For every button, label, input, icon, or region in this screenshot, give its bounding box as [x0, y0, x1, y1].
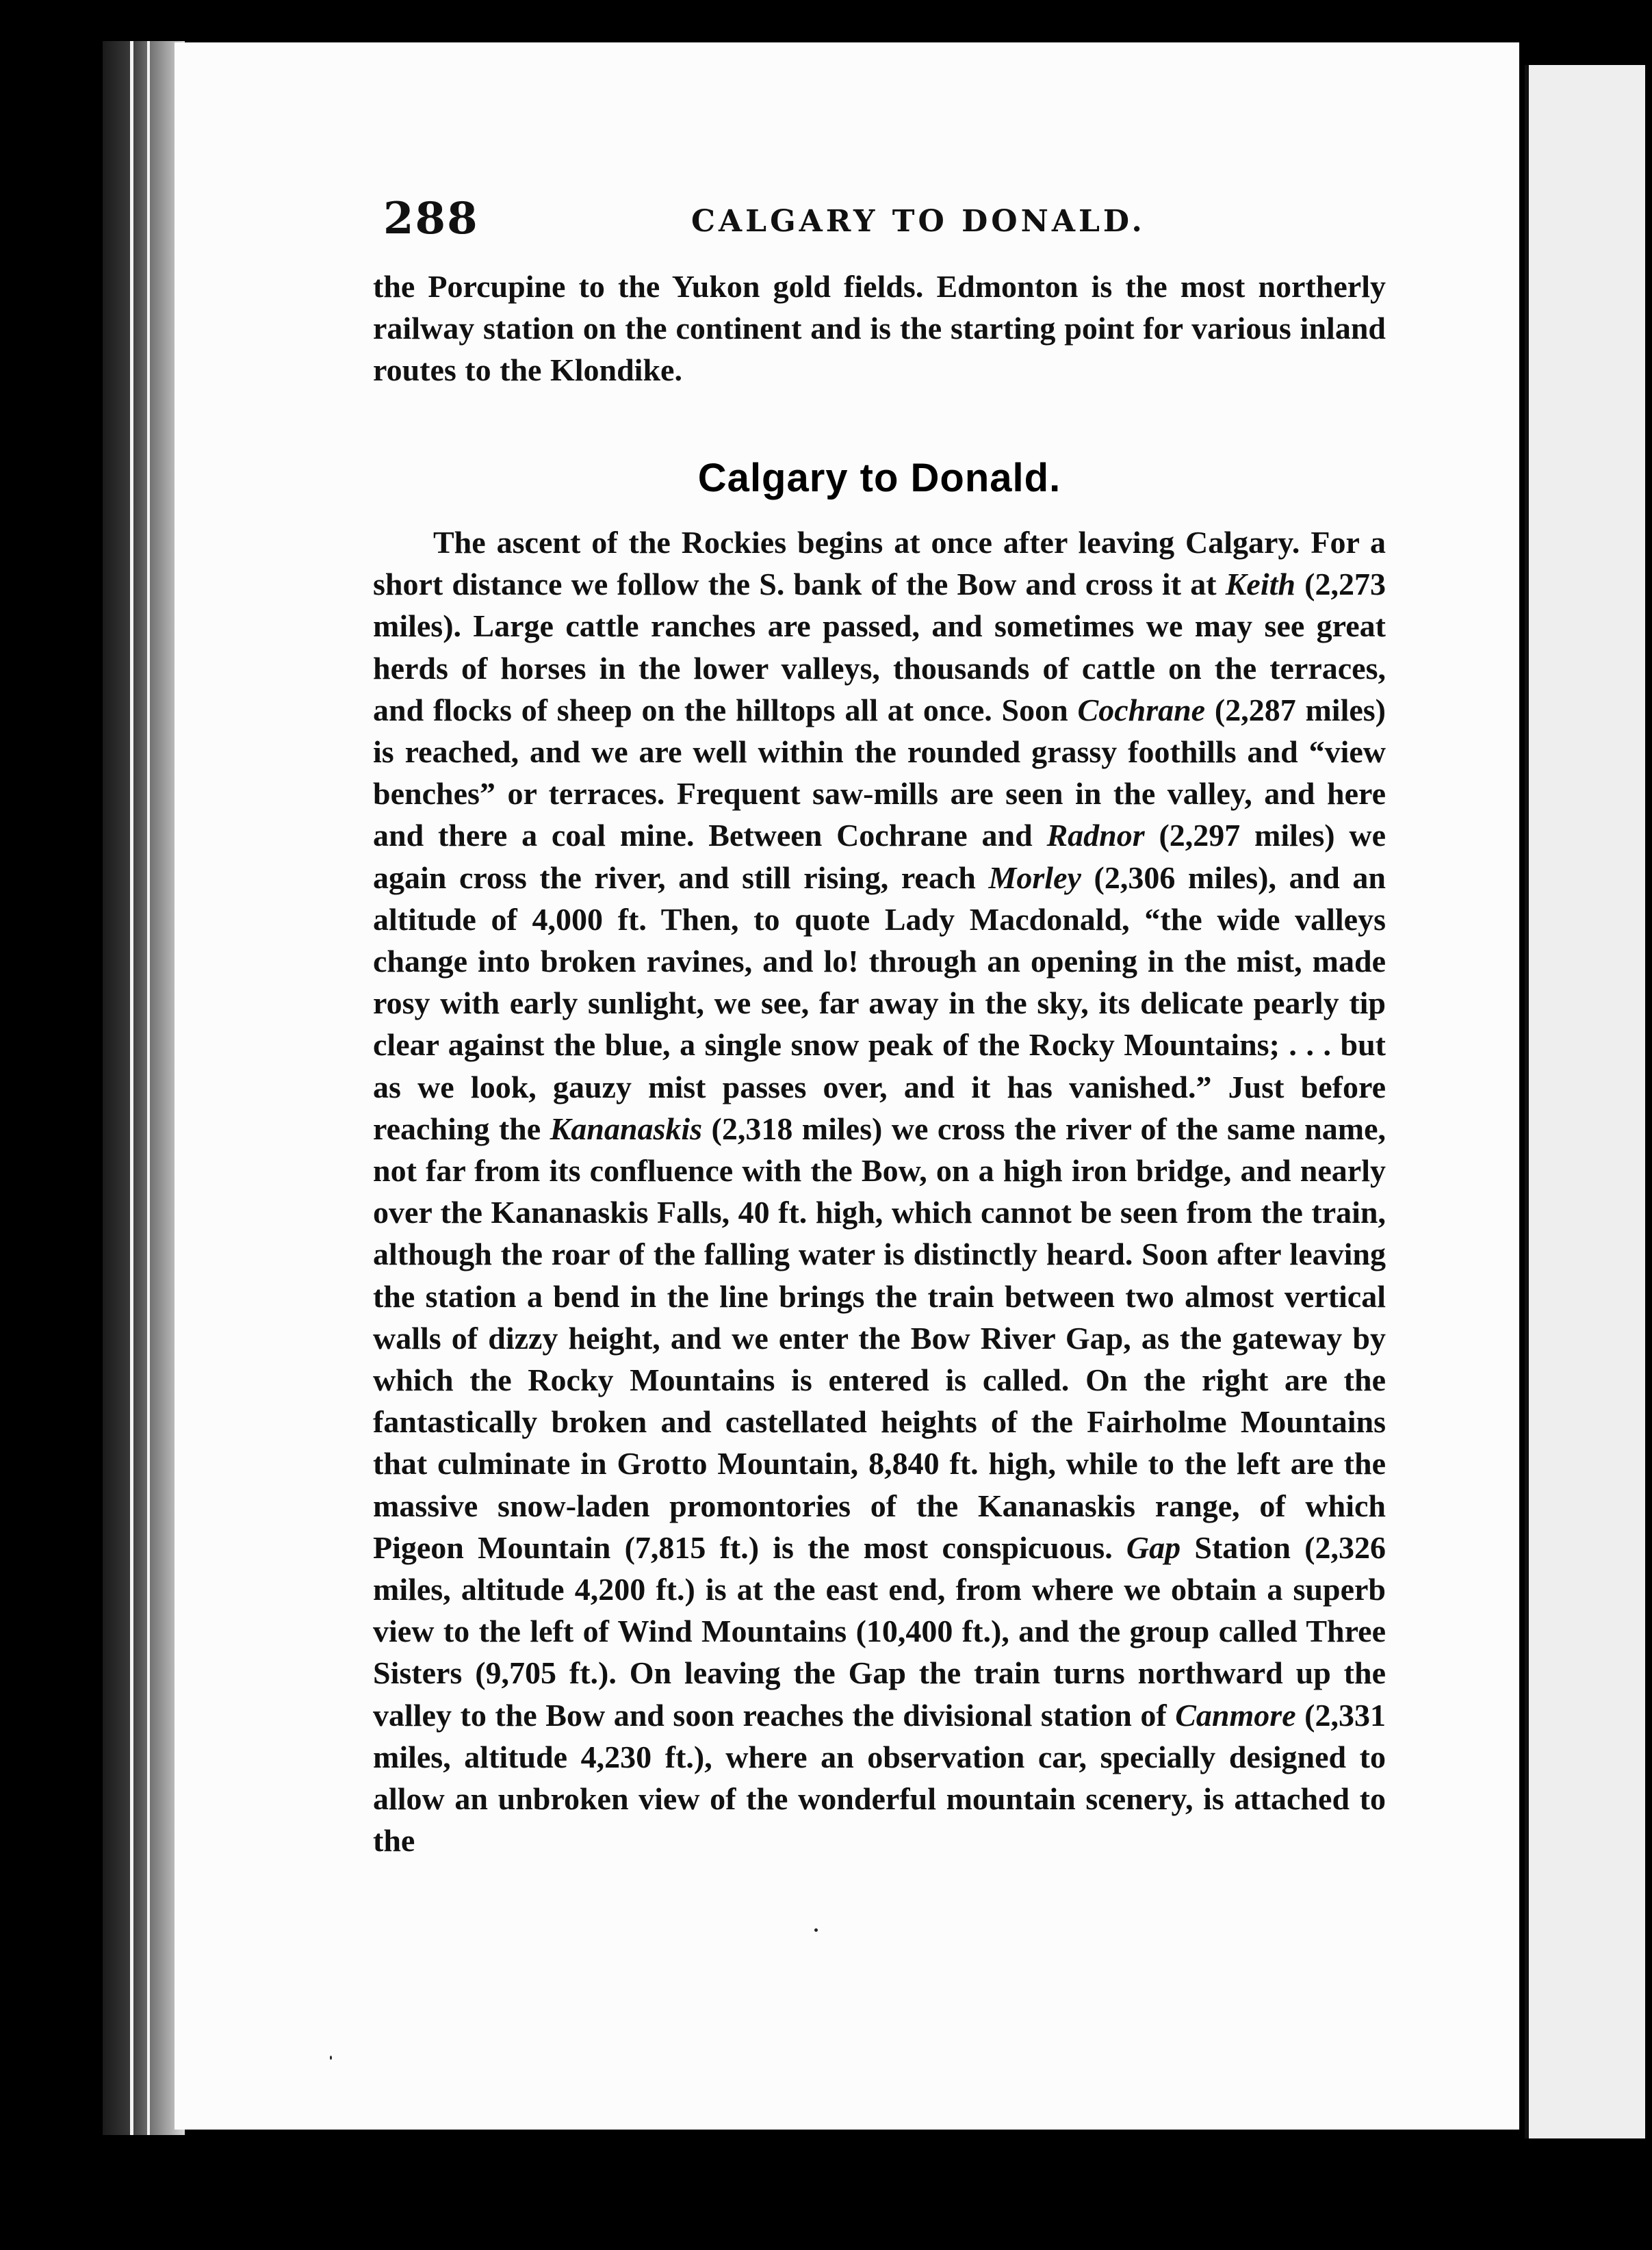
place-name: Gap — [1126, 1529, 1181, 1565]
book-gutter — [103, 41, 185, 2135]
paragraph-text: The ascent of the Rockies begins at once after leaving Calgary. For a short distance we follow the S. bank of the Bow and cross it at — [373, 525, 1386, 602]
print-speck — [330, 2056, 332, 2060]
facing-page-edge — [1525, 65, 1645, 2138]
carry-over-paragraph: the Porcupine to the Yukon gold fields. Edmonton is the most northerly railway station on the continent and is the starting point for various inland routes to the Klondike. — [373, 269, 1386, 388]
running-title: CALGARY TO DONALD. — [691, 204, 1146, 239]
place-name: Radnor — [1046, 818, 1145, 853]
binding-line — [130, 41, 133, 2135]
paragraph-text: (2,287 miles) is reached, and we are well within the rounded grassy foothills and “view benches” or terraces. Frequent saw-mills are seen in the valley, and here and there a coal mine. Between Cochrane and — [373, 692, 1386, 853]
page-number: 288 — [383, 193, 479, 244]
place-name: Morley — [988, 859, 1081, 895]
running-head — [383, 193, 1396, 255]
paragraph-text: (2,273 miles). Large cattle ranches are passed, and sometimes we may see great herds of horses in the lower valleys, thousands of cattle on the terraces, and flocks of sheep on the hilltops all at once. Soon — [373, 567, 1386, 727]
paragraph-text: (2,306 miles), and an altitude of 4,000 ft. Then, to quote Lady Macdonald, “the wide valleys change into broken ravines, and lo! through an opening in the mist, made rosy with early sunlight, we see, far away in the sky, its delicate pearly tip clear against the blue, a single snow peak of the Rocky Mountains; . . . but as we look, gauzy mist passes over, and it has vanished.” Just before reaching the — [373, 859, 1386, 1146]
section-heading: Calgary to Donald. — [697, 456, 1061, 500]
place-name: Cochrane — [1077, 692, 1206, 727]
paragraph-text: (2,331 miles, altitude 4,230 ft.), where an observation car, specially designed to allow an unbroken view of the wonderful mountain scenery, is attached to the — [373, 1697, 1386, 1859]
place-name: Kananaskis — [550, 1111, 703, 1146]
paragraph-text: (2,297 miles) we again cross the river, and still rising, reach — [373, 818, 1386, 895]
place-name: Canmore — [1175, 1697, 1296, 1733]
print-speck — [814, 1928, 818, 1932]
body-paragraph — [373, 521, 1386, 1862]
binding-line — [147, 41, 150, 2135]
paragraph-text: Station (2,326 miles, altitude 4,200 ft.) is at the east end, from where we obtain a superb view to the left of Wind Mountains (10,400 ft.), and the group called Three Sisters (9,705 ft.). On leaving the Gap the train turns northward up the valley to the Bow and soon reaches the divisional station of — [373, 1529, 1386, 1733]
place-name: Keith — [1225, 567, 1295, 602]
paragraph-text: (2,318 miles) we cross the river of the same name, not far from its confluence with the Bow, on a high iron bridge, and nearly over the Kananaskis Falls, 40 ft. high, which cannot be seen from the train, although the roar of the falling water is distinctly heard. Soon after leaving the station a bend in the line brings the train between two almost vertical walls of dizzy height, and we enter the Bow River Gap, as the gateway by which the Rocky Mountains is entered is called. On the right are the fantastically broken and castellated heights of the Fairholme Mountains that culminate in Grotto Mountain, 8,840 ft. high, while to the left are the massive snow-laden promontories of the Kananaskis range, of which Pigeon Mountain (7,815 ft.) is the most conspicuous. — [373, 1111, 1386, 1565]
